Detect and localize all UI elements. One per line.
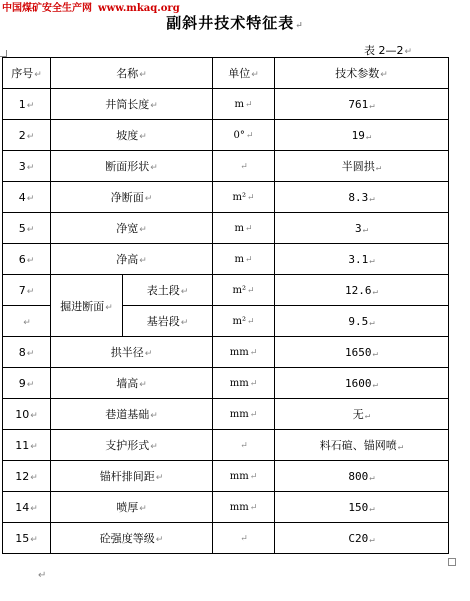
header-unit: 单位↵ <box>213 58 275 89</box>
table-row <box>3 89 449 120</box>
paragraph-mark: ↵ <box>249 502 258 513</box>
row-param: 9.5↵ <box>275 306 449 337</box>
table-row <box>3 399 449 430</box>
row-name: 断面形状↵ <box>51 151 213 182</box>
row-param: 761↵ <box>275 89 449 120</box>
header-name: 名称↵ <box>51 58 213 89</box>
watermark-site-name: 中国煤矿安全生产网 <box>2 3 92 14</box>
table-row <box>3 368 449 399</box>
header-param: 技术参数↵ <box>275 58 449 89</box>
table-row <box>3 337 449 368</box>
paragraph-mark: ↵ <box>144 349 153 359</box>
paragraph-mark: ↵ <box>26 379 35 390</box>
row-unit: m↵ <box>213 213 275 244</box>
paragraph-mark: ↵ <box>372 348 378 359</box>
row-name: 喷厚↵ <box>51 492 213 523</box>
paragraph-mark: ↵ <box>244 223 253 234</box>
paragraph-mark: ↵ <box>26 162 35 173</box>
table-row <box>3 430 449 461</box>
paragraph-mark: ↵ <box>244 99 253 110</box>
row-index: 11↵ <box>3 430 51 461</box>
paragraph-mark: ↵ <box>369 503 375 514</box>
row-name: 拱半径↵ <box>51 337 213 368</box>
row-index: 3↵ <box>3 151 51 182</box>
row-unit: mm↵ <box>213 399 275 430</box>
row-name: 井筒长度↵ <box>51 89 213 120</box>
row-unit: m²↵ <box>213 182 275 213</box>
paragraph-mark: ↵ <box>26 131 35 142</box>
paragraph-mark: ↵ <box>150 163 158 173</box>
paragraph-mark: ↵ <box>397 442 404 452</box>
row-index: 2↵ <box>3 120 51 151</box>
row-unit: mm↵ <box>213 368 275 399</box>
table-row <box>3 492 449 523</box>
row-index: ↵ <box>3 306 51 337</box>
paragraph-mark: ↵ <box>249 347 258 358</box>
paragraph-mark: ↵ <box>249 471 258 482</box>
paragraph-mark: ↵ <box>150 442 158 452</box>
row-param: 半圆拱↵ <box>275 151 449 182</box>
row-index: 7↵ <box>3 275 51 306</box>
row-index: 14↵ <box>3 492 51 523</box>
paragraph-mark: ↵ <box>139 132 147 142</box>
row-name: 净断面↵ <box>51 182 213 213</box>
row-unit <box>213 430 275 461</box>
row-unit: mm↵ <box>213 337 275 368</box>
paragraph-mark: ↵ <box>150 411 158 421</box>
row-name: 锚杆排间距↵ <box>51 461 213 492</box>
row-index: 12↵ <box>3 461 51 492</box>
row-unit: m²↵ <box>213 275 275 306</box>
paragraph-mark: ↵ <box>26 193 35 204</box>
paragraph-mark: ↵ <box>26 255 35 266</box>
paragraph-mark: ↵ <box>139 225 147 235</box>
paragraph-mark: ↵ <box>30 503 38 514</box>
table-row <box>3 461 449 492</box>
row-unit: m↵ <box>213 244 275 275</box>
table-row <box>3 275 449 306</box>
technical-table <box>2 57 449 554</box>
table-header-row <box>3 58 449 89</box>
paragraph-mark: ↵ <box>26 348 35 359</box>
header-index: 序号↵ <box>3 58 51 89</box>
paragraph-mark: ↵ <box>404 47 412 57</box>
row-name: 坡度↵ <box>51 120 213 151</box>
row-param: 19↵ <box>275 120 449 151</box>
row-param: 1600↵ <box>275 368 449 399</box>
table-row <box>3 151 449 182</box>
row-unit: m²↵ <box>213 306 275 337</box>
paragraph-mark: ↵ <box>369 472 375 483</box>
row-name: 墙高↵ <box>51 368 213 399</box>
paragraph-mark: ↵ <box>369 193 375 204</box>
table-row <box>3 182 449 213</box>
row-name: 基岩段↵ <box>123 306 213 337</box>
row-param: 8.3↵ <box>275 182 449 213</box>
table-corner-marker <box>448 558 456 566</box>
row-param: 800↵ <box>275 461 449 492</box>
row-name: 砼强度等级↵ <box>51 523 213 554</box>
row-name: 净高↵ <box>51 244 213 275</box>
paragraph-mark: ↵ <box>362 224 369 235</box>
paragraph-mark: ↵ <box>369 255 375 266</box>
row-param: 3.1↵ <box>275 244 449 275</box>
paragraph-mark: ↵ <box>295 21 304 31</box>
paragraph-mark: ↵ <box>244 254 253 265</box>
table-row <box>3 213 449 244</box>
paragraph-mark: ↵ <box>150 101 158 111</box>
paragraph-mark: ↵ <box>369 534 375 545</box>
row-unit <box>213 523 275 554</box>
paragraph-mark: ↵ <box>38 570 47 581</box>
row-unit: m↵ <box>213 89 275 120</box>
row-index: 1↵ <box>3 89 51 120</box>
row-unit <box>213 151 275 182</box>
paragraph-mark: ↵ <box>30 472 38 483</box>
row-index: 4↵ <box>3 182 51 213</box>
row-unit: 0°↵ <box>213 120 275 151</box>
paragraph-mark: ↵ <box>30 410 38 421</box>
paragraph-mark: ↵ <box>372 379 378 390</box>
paragraph-mark: ↵ <box>144 194 153 204</box>
paragraph-mark: ↵ <box>365 131 372 142</box>
row-param: 12.6↵ <box>275 275 449 306</box>
table-corner-marker <box>0 50 7 57</box>
paragraph-mark: ↵ <box>26 224 35 235</box>
row-name: 表土段↵ <box>123 275 213 306</box>
paragraph-mark: ↵ <box>249 378 258 389</box>
table-row <box>3 244 449 275</box>
row-index: 9↵ <box>3 368 51 399</box>
row-index: 6↵ <box>3 244 51 275</box>
paragraph-mark: ↵ <box>30 534 38 545</box>
table-row <box>3 523 449 554</box>
row-param: C20↵ <box>275 523 449 554</box>
row-index: 10↵ <box>3 399 51 430</box>
row-param: 150↵ <box>275 492 449 523</box>
paragraph-mark: ↵ <box>30 441 38 452</box>
row-param: 料石碹、锚网喷↵ <box>275 430 449 461</box>
paragraph-mark: ↵ <box>139 504 147 514</box>
table-row <box>3 120 449 151</box>
row-index: 5↵ <box>3 213 51 244</box>
paragraph-mark: ↵ <box>246 192 255 203</box>
paragraph-mark: ↵ <box>26 100 35 111</box>
paragraph-mark: ↵ <box>245 130 254 141</box>
paragraph-mark: ↵ <box>155 473 164 483</box>
paragraph-mark: ↵ <box>240 533 248 544</box>
row-param: 1650↵ <box>275 337 449 368</box>
paragraph-mark: ↵ <box>155 535 164 545</box>
paragraph-mark: ↵ <box>249 409 258 420</box>
row-unit: mm↵ <box>213 492 275 523</box>
document-title: 副斜井技术特征表↵ <box>166 14 304 32</box>
row-name: 巷道基础↵ <box>51 399 213 430</box>
row-name: 净宽↵ <box>51 213 213 244</box>
paragraph-mark: ↵ <box>369 100 375 111</box>
paragraph-mark: ↵ <box>364 411 371 421</box>
row-param: 3↵ <box>275 213 449 244</box>
paragraph-mark: ↵ <box>240 161 248 172</box>
row-name: 支护形式↵ <box>51 430 213 461</box>
excavation-group-label: 掘进断面↵ <box>51 275 123 337</box>
paragraph-mark: ↵ <box>375 163 382 173</box>
row-param: 无↵ <box>275 399 449 430</box>
table-number: 表 2—2↵ <box>363 44 412 57</box>
watermark-url: www.mkaq.org <box>98 3 180 14</box>
paragraph-mark: ↵ <box>139 380 147 390</box>
row-unit: mm↵ <box>213 461 275 492</box>
row-index: 15↵ <box>3 523 51 554</box>
paragraph-mark: ↵ <box>139 256 147 266</box>
row-index: 8↵ <box>3 337 51 368</box>
paragraph-mark: ↵ <box>240 440 248 451</box>
